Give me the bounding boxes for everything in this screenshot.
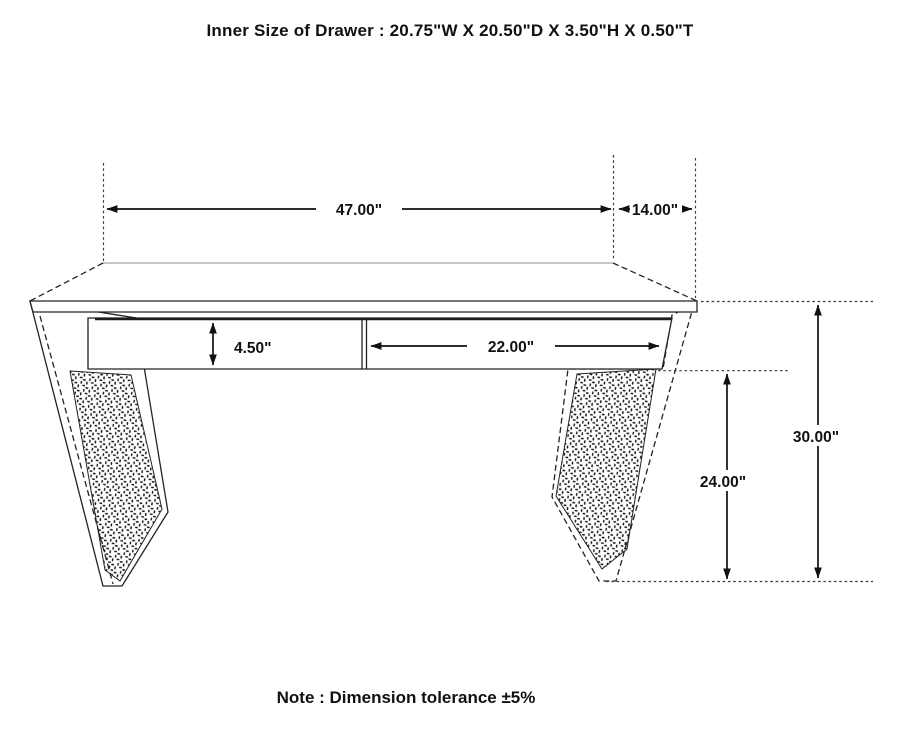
desk-top-surface bbox=[30, 263, 697, 301]
desk-top bbox=[30, 263, 697, 312]
desk-top-front-face bbox=[30, 301, 697, 312]
drawer-width-label: 22.00" bbox=[487, 339, 535, 356]
leg-clearance-label: 24.00" bbox=[699, 474, 747, 491]
drawer-row bbox=[88, 318, 672, 369]
tolerance-note: Note : Dimension tolerance ±5% bbox=[276, 688, 536, 707]
drawer-front-panel bbox=[88, 318, 672, 369]
overall-height-label: 30.00" bbox=[792, 429, 840, 446]
desk-depth-label: 14.00" bbox=[631, 202, 679, 219]
dim-overall-height bbox=[788, 305, 846, 578]
desk-width-label: 47.00" bbox=[335, 202, 383, 219]
drawer-height-label: 4.50" bbox=[234, 340, 272, 357]
dim-leg-clearance bbox=[695, 374, 753, 579]
dim-desk-width bbox=[107, 199, 611, 219]
drawer-inner-size-title: Inner Size of Drawer : 20.75"W X 20.50"D X 3.50"H X 0.50"T bbox=[206, 21, 694, 40]
dim-desk-depth bbox=[619, 200, 692, 219]
